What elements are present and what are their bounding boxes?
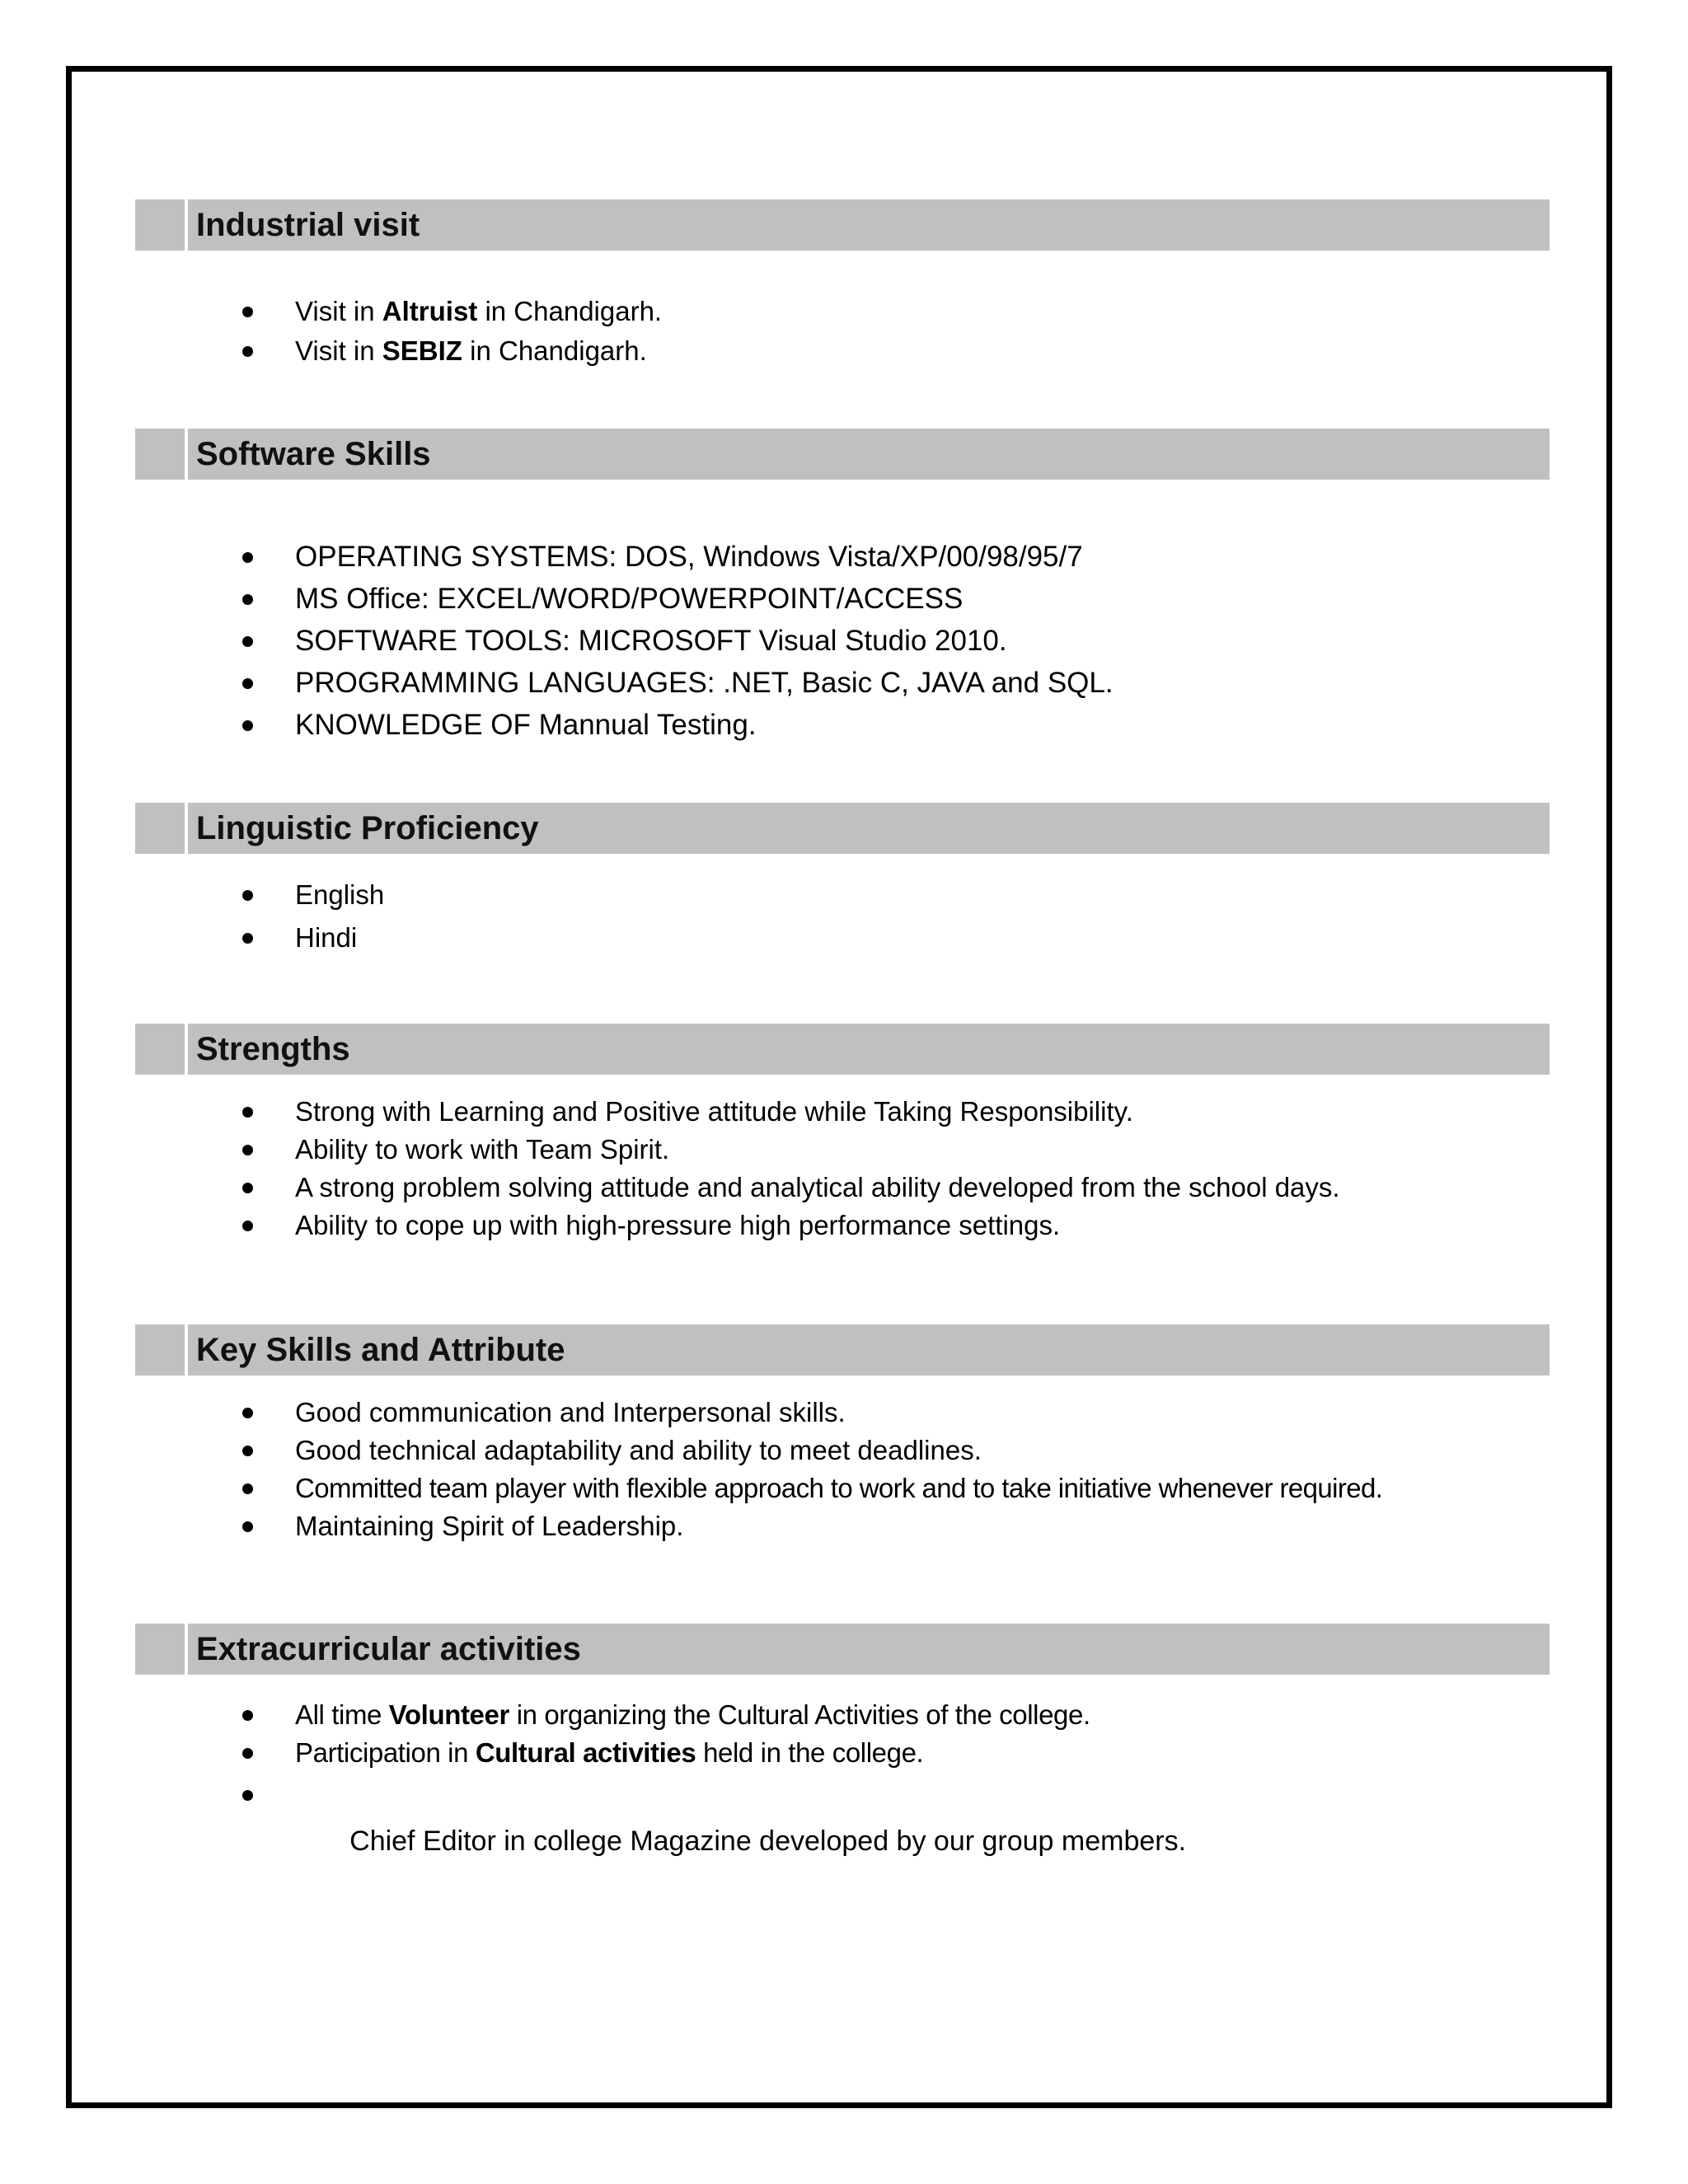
bullet-icon (242, 678, 253, 689)
list-item (242, 1734, 1186, 1772)
bullet-icon (242, 1221, 253, 1231)
header-tab (135, 429, 185, 480)
item-text: Strong with Learning and Positive attitude while Taking Responsibility. (295, 1096, 1133, 1127)
bullet-icon (242, 1790, 253, 1801)
section-extracurricular (135, 1624, 1550, 1857)
section-header (135, 1324, 1550, 1376)
item-text: Chief Editor in college Magazine developed by our group members. (341, 1825, 1187, 1857)
bullet-icon (242, 1446, 253, 1456)
section-title: Strengths (188, 1024, 1550, 1075)
bullet-icon (242, 552, 253, 563)
list-item (242, 662, 1114, 704)
list-item (242, 1093, 1340, 1131)
bullet-icon (242, 1521, 253, 1532)
section-industrial-visit (135, 199, 1550, 366)
list-item (242, 1432, 1382, 1469)
bullet-icon (242, 1483, 253, 1494)
item-text: Visit in (295, 335, 382, 366)
bullet-icon (242, 1145, 253, 1155)
bullet-icon (242, 636, 253, 647)
list-item (242, 704, 1114, 746)
header-tab (135, 803, 185, 854)
item-text: All time (295, 1699, 389, 1730)
section-header (135, 803, 1550, 854)
bullet-icon (242, 1710, 253, 1721)
list-item (242, 874, 384, 916)
section-header (135, 429, 1550, 480)
section-title: Key Skills and Attribute (188, 1324, 1550, 1376)
bullet-icon (242, 720, 253, 731)
list-item (242, 1772, 1187, 1857)
section-linguistic-proficiency (135, 803, 1550, 953)
bullet-icon (242, 1183, 253, 1193)
item-text: in Chandigarh. (477, 296, 663, 326)
list-item (242, 916, 384, 959)
bullet-icon (242, 890, 253, 901)
item-text: PROGRAMMING LANGUAGES: .NET, Basic C, JAVA and SQL. (295, 667, 1114, 699)
item-text: Good communication and Interpersonal skills. (295, 1397, 846, 1427)
item-text: Good technical adaptability and ability to meet deadlines. (295, 1435, 982, 1465)
item-text: KNOWLEDGE OF Mannual Testing. (295, 709, 757, 741)
item-text: SOFTWARE TOOLS: MICROSOFT Visual Studio 2010. (295, 625, 1007, 657)
list-item (242, 1131, 1340, 1169)
item-text: Hindi (295, 922, 358, 953)
item-list (242, 1093, 1340, 1244)
item-bold-text: Altruist (382, 296, 478, 326)
header-tab (135, 199, 185, 251)
list-item (242, 1394, 1382, 1432)
item-bold-text: Cultural activities (475, 1737, 696, 1768)
list-item (242, 1207, 1340, 1244)
list-item (242, 331, 662, 371)
section-header (135, 1624, 1550, 1675)
list-item (242, 1507, 1382, 1545)
section-header (135, 1024, 1550, 1075)
header-tab (135, 1024, 185, 1075)
list-item (242, 620, 1114, 662)
item-list (242, 536, 1114, 746)
section-title: Software Skills (188, 429, 1550, 480)
item-bold-text: SEBIZ (382, 335, 462, 366)
bullet-icon (242, 1748, 253, 1759)
list-item (242, 578, 1114, 620)
list-item (242, 292, 662, 331)
item-list (242, 292, 662, 371)
item-bold-text: Volunteer (388, 1699, 509, 1730)
item-text: held in the college. (696, 1737, 924, 1768)
header-tab (135, 1624, 185, 1675)
item-text: Participation in (295, 1737, 476, 1768)
item-text: English (295, 879, 385, 910)
item-text: A strong problem solving attitude and analytical ability developed from the school days. (295, 1172, 1340, 1202)
section-title: Industrial visit (188, 199, 1550, 251)
item-text: in Chandigarh. (462, 335, 647, 366)
section-header (135, 199, 1550, 251)
section-title: Linguistic Proficiency (188, 803, 1550, 854)
item-text: Visit in (295, 296, 382, 326)
item-list (242, 874, 384, 959)
section-title: Extracurricular activities (188, 1624, 1550, 1675)
item-list (242, 1394, 1382, 1545)
bullet-icon (242, 933, 253, 944)
header-tab (135, 1324, 185, 1376)
bullet-icon (242, 1408, 253, 1418)
bullet-icon (242, 1107, 253, 1118)
item-list (242, 1696, 1187, 1857)
list-item (242, 1696, 1186, 1734)
section-software-skills (135, 429, 1550, 741)
item-text: Maintaining Spirit of Leadership. (295, 1511, 684, 1541)
item-text: Ability to cope up with high-pressure high performance settings. (295, 1210, 1061, 1240)
item-text: in organizing the Cultural Activities of the college. (509, 1699, 1090, 1730)
list-item (242, 1169, 1340, 1207)
bullet-icon (242, 307, 253, 317)
bullet-icon (242, 594, 253, 605)
item-text: MS Office: EXCEL/WORD/POWERPOINT/ACCESS (295, 583, 964, 615)
list-item (242, 1469, 1382, 1507)
section-strengths (135, 1024, 1550, 1240)
item-text: Committed team player with flexible approach to work and to take initiative whenever required. (295, 1473, 1383, 1503)
bullet-icon (242, 346, 253, 357)
section-key-skills (135, 1324, 1550, 1541)
list-item (242, 536, 1114, 578)
item-text: OPERATING SYSTEMS: DOS, Windows Vista/XP/00/98/95/7 (295, 541, 1083, 573)
item-text: Ability to work with Team Spirit. (295, 1134, 670, 1165)
